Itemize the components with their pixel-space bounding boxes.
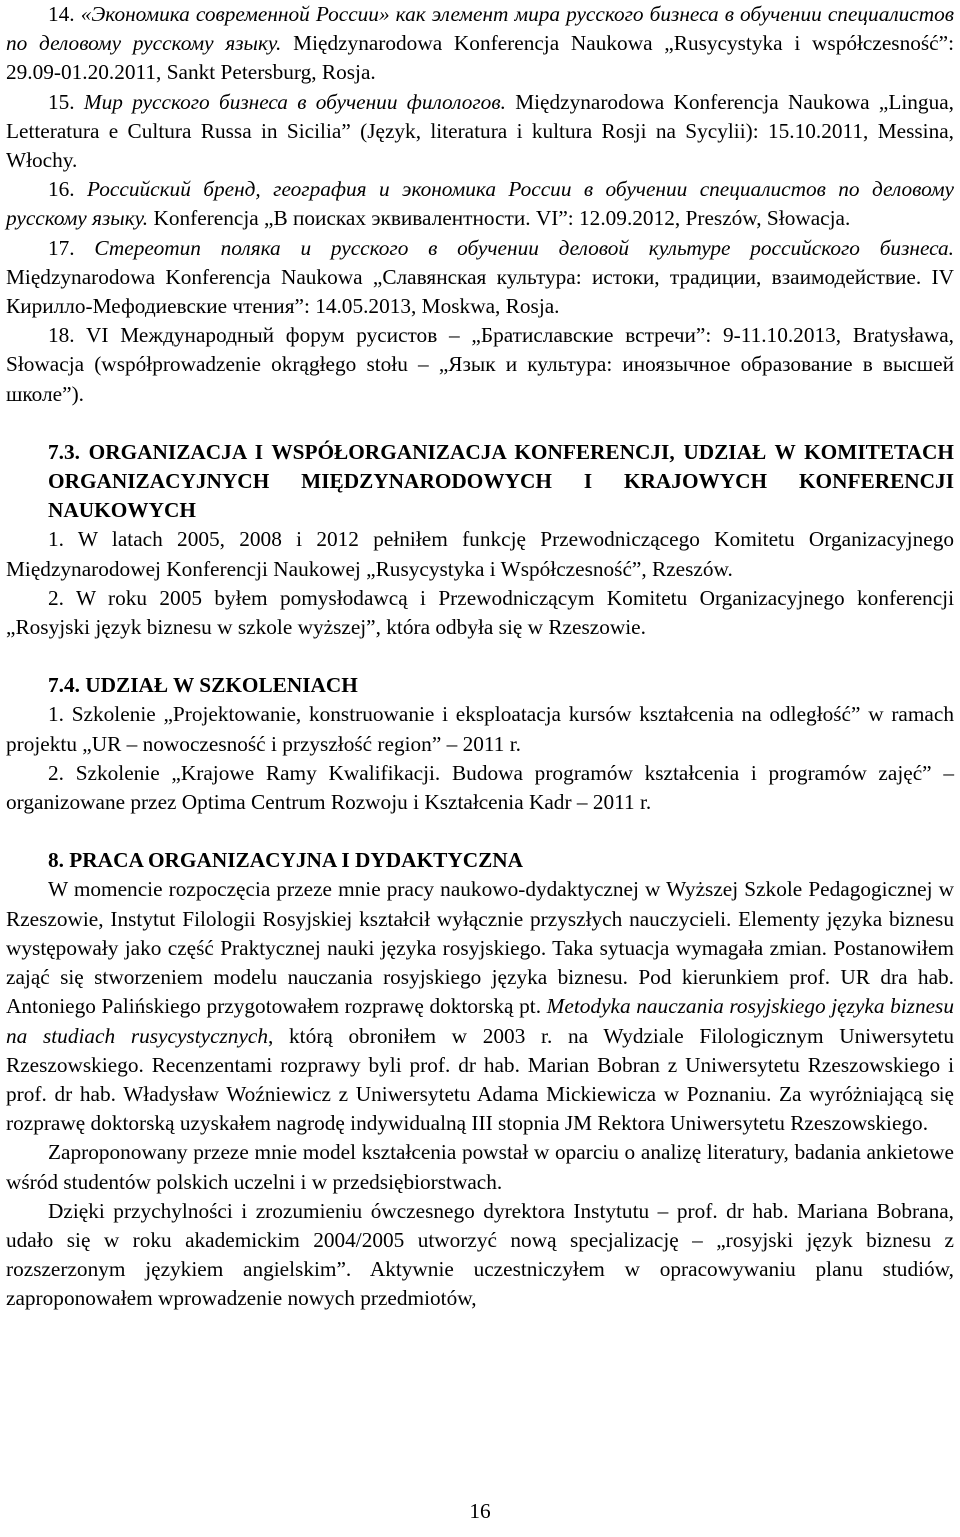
conference-info: Konferencja „В поисках эквивалентности. VI”: 12.09.2012, Preszów, Słowacja.	[153, 206, 851, 231]
paper-title: Российский бренд, география и экономика России в обучении специалистов по деловому русскому языку.	[6, 177, 954, 231]
item-number: 18.	[48, 323, 75, 348]
conference-info: Międzynarodowa Konferencja Naukowa „Rusycystyka i współczesność”: 29.09-01.20.2011, Sankt Petersburg, Rosja.	[6, 31, 954, 85]
item-number: 16.	[48, 177, 75, 202]
spacer	[6, 817, 954, 846]
paper-title: Мир русского бизнеса в обучении филологов.	[83, 89, 506, 114]
paper-title: «Экономика современной России» как элемент мира русского бизнеса в обучении специалистов по деловому русскому языку.	[6, 2, 955, 56]
item-number: 14.	[48, 2, 75, 26]
paragraph: Dzięki przychylności i zrozumieniu ówczesnego dyrektora Instytutu – prof. dr hab. Mariana Bobrana, udało się w roku akademickim 2004/2005 utworzyć nową specjalizację – „rosyjski język biznesu z rozszerzonym językiem angielskim”. Aktywnie uczestniczyłem w opracowywaniu planu studiów, zaproponowałem wprowadzenie nowych przedmiotów,	[6, 1198, 954, 1311]
item-number: 15.	[48, 89, 75, 114]
list-item	[6, 175, 954, 233]
section-heading-7-4: 7.4. UDZIAŁ W SZKOLENIACH	[48, 673, 358, 698]
conference-info: Międzynarodowa Konferencja Naukowa „Славянская культура: истоки, традиции, взаимодействие. IV Кирилло-Мефодиевские чтения”: 14.05.2013, Moskwa, Rosja.	[6, 264, 954, 319]
paragraph-text: , którą obroniłem w 2003 r. na Wydziale Filologicznym Uniwersytetu Rzeszowskiego. Recenzentami rozprawy byli prof. dr hab. Marian Bobran z Uniwersytetu Rzeszowskiego i prof. dr hab. Władysław Woźniewicz z Uniwersytetu Adama Mickiewicza w Poznaniu. Za wyróżniającą się rozprawę doktorską uzyskałem nagrodę indywidualną III stopnia JM Rektora Uniwersytetu Rzeszowskiego.	[6, 1023, 954, 1136]
list-item	[6, 234, 954, 322]
paragraph: 2. W roku 2005 byłem pomysłodawcą i Przewodniczącym Komitetu Organizacyjnego konferencji „Rosyjski język biznesu w szkole wyższej”, która odbyła się w Rzeszowie.	[6, 585, 954, 640]
paragraph: 2. Szkolenie „Krajowe Ramy Kwalifikacji. Budowa programów kształcenia i programów zajęć” – organizowane przez Optima Centrum Rozwoju i Kształcenia Kadr – 2011 r.	[6, 760, 954, 815]
list-item	[6, 88, 954, 176]
section-heading-8: 8. PRACA ORGANIZACYJNA I DYDAKTYCZNA	[48, 848, 524, 873]
item-number: 17.	[48, 235, 75, 260]
spacer	[6, 642, 954, 671]
section-heading-7-3: 7.3. ORGANIZACJA I WSPÓŁORGANIZACJA KONFERENCJI, UDZIAŁ W KOMITETACH ORGANIZACYJNYCH MIĘDZYNARODOWYCH I KRAJOWYCH KONFERENCJI NAUKOWYCH	[48, 439, 954, 523]
paragraph: 1. Szkolenie „Projektowanie, konstruowanie i eksploatacja kursów kształcenia na odległość” w ramach projektu „UR – nowoczesność i przyszłość region” – 2011 r.	[6, 702, 954, 756]
conference-info: Międzynarodowa Konferencja Naukowa „Lingua, Letteratura e Cultura Russa in Sicilia” (Język, literatura i kultura Rosji na Sycylii): 15.10.2011, Messina, Włochy.	[6, 89, 954, 173]
conference-info: VI Международный форум русистов – „Братиславские встречи”: 9-11.10.2013, Bratysława, Słowacja (współprowadzenie okrągłego stołu – „Язык и культура: иноязычное образование в высшей школе”).	[6, 323, 954, 406]
paragraph	[6, 875, 954, 1138]
paper-title: Стереотип поляка и русского в обучении деловой культуре российского бизнеса.	[94, 235, 954, 260]
page-number: 16	[469, 1499, 491, 1523]
dissertation-title: Metodyka nauczania rosyjskiego języka biznesu na studiach rusycystycznych	[6, 994, 954, 1048]
document-page	[6, 0, 954, 1314]
paragraph: 1. W latach 2005, 2008 i 2012 pełniłem funkcję Przewodniczącego Komitetu Organizacyjnego Międzynarodowej Konferencji Naukowej „Rusycystyka i Współczesność”, Rzeszów.	[6, 527, 954, 581]
list-item	[6, 321, 954, 409]
paragraph: Zaproponowany przeze mnie model kształcenia powstał w oparciu o analizę literatury, badania ankietowe wśród studentów polskich uczelni i w przedsiębiorstwach.	[6, 1140, 954, 1194]
spacer	[6, 409, 954, 438]
paragraph-text: W momencie rozpoczęcia przeze mnie pracy naukowo-dydaktycznej w Wyższej Szkole Pedagogicznej w Rzeszowie, Instytut Filologii Rosyjskiej kształcił wyłącznie przyszłych nauczycieli. Elementy języka biznesu występowały jako część Praktycznej nauki języka rosyjskiego. Taka sytuacja wymagała zmian. Postanowiłem zająć się stworzeniem modelu nauczania rosyjskiego języka biznesu. Pod kierunkiem prof. UR dra hab. Antoniego Palińskiego przygotowałem rozprawę doktorską pt.	[6, 877, 954, 1019]
list-item	[6, 0, 954, 88]
